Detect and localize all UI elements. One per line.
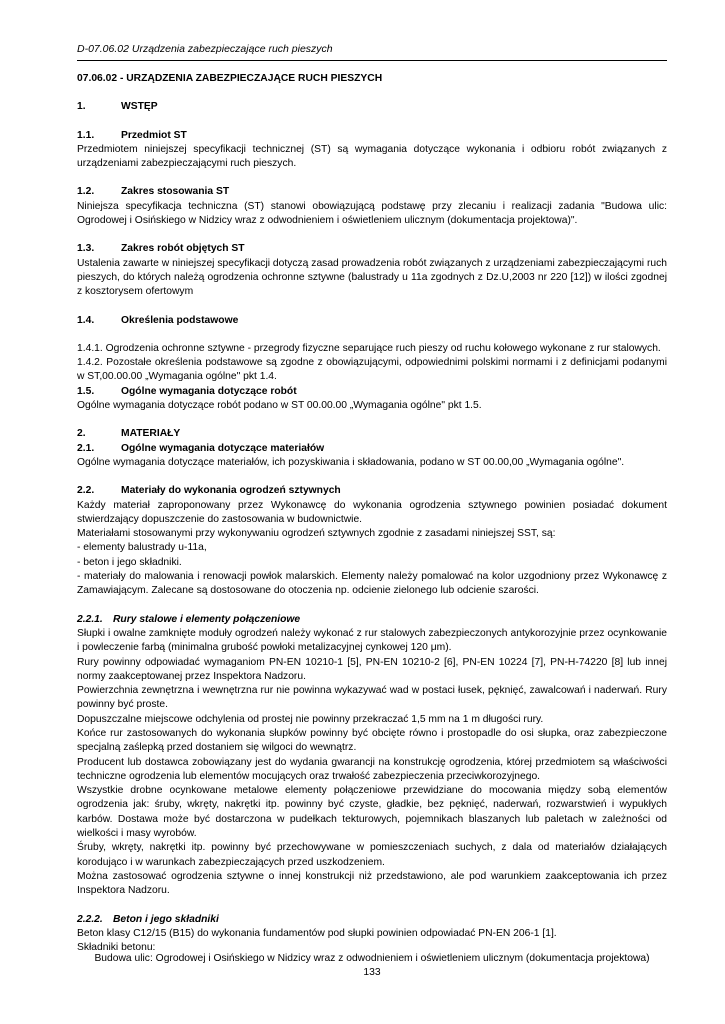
- list-item: - elementy balustrady u-11a,: [77, 542, 207, 554]
- paragraph: 1.4.1. Ogrodzenia ochronne sztywne - przegrody fizyczne separujące ruch pieszy od ruchu kołowego wykonane z rur stalowych.: [77, 342, 661, 354]
- section-title: Zakres robót objętych ST: [121, 243, 245, 255]
- section-number: 1.: [77, 101, 86, 113]
- section-title: Materiały do wykonania ogrodzeń sztywnych: [121, 485, 341, 497]
- section-number: 2.2.: [77, 485, 95, 497]
- section-heading-2-1: [77, 442, 667, 456]
- footer-project: Budowa ulic: Ogrodowej i Osińskiego w Nidzicy wraz z odwodnieniem i oświetleniem ulicznym (dokumentacja projektowa): [94, 953, 650, 964]
- section-title: Ogólne wymagania dotyczące robót: [121, 385, 297, 397]
- section-number: 1.5.: [77, 385, 95, 397]
- running-header: D-07.06.02 Urządzenia zabezpieczające ruch pieszych: [77, 43, 333, 55]
- section-heading-2: [77, 427, 667, 441]
- document-title: 07.06.02 - URZĄDZENIA ZABEZPIECZAJĄCE RUCH PIESZYCH: [77, 73, 383, 84]
- paragraph: Rury powinny odpowiadać wymaganiom PN-EN 10210-1 [5], PN-EN 10210-2 [6], PN-EN 10224 [7], PN-H-74220 [8] lub innej normy zaakceptowanej przez Inspektora Nadzoru.: [77, 656, 667, 682]
- section-number: 1.4.: [77, 314, 95, 326]
- section-number: 1.1.: [77, 129, 95, 141]
- paragraph: Wszystkie drobne ocynkowane metalowe elementy połączeniowe przewidziane do mocowania między sobą elementów ogrodzenia jak: śruby, wkręty, nakrętki itp. powinny być czyste, gładkie, bez pęknięć, naderwań, rozwarstwień i wypukłych karbów. Dostawa może być dostarczona w pudełkach tekturowych, pojemnikach blaszanych lub paletach w zależności od wielkości i masy wyrobów.: [77, 785, 667, 840]
- section-heading-1-1: [77, 129, 667, 143]
- paragraph: Ogólne wymagania dotyczące robót podano w ST 00.00.00 „Wymagania ogólne" pkt 1.5.: [77, 400, 482, 412]
- paragraph: Niniejsza specyfikacja techniczna (ST) stanowi obowiązującą podstawę przy zlecaniu i realizacji zadania "Budowa ulic: Ogrodowej i Osińskiego w Nidzicy wraz z odwodnieniem i oświetleniem ulicznym (dokumentacja projektowa)".: [77, 200, 667, 227]
- paragraph: Materiałami stosowanymi przy wykonywaniu ogrodzeń sztywnych zgodnie z zasadami niniejszej SST, są:: [77, 528, 556, 540]
- section-number: 1.2.: [77, 186, 95, 198]
- section-number: 2.2.1.: [77, 613, 103, 625]
- paragraph: Śruby, wkręty, nakrętki itp. powinny być przechowywane w pomieszczeniach suchych, z dala od materiałów działających korodująco i w warunkach zabezpieczających przed uszkodzeniem.: [77, 842, 667, 868]
- section-heading-1-4: [77, 314, 667, 328]
- section-title: Przedmiot ST: [121, 129, 187, 141]
- paragraph: Słupki i owalne zamknięte moduły ogrodzeń należy wykonać z rur stalowych zabezpieczonych antykorozyjnie przez ocynkowanie i powleczenie farbą (minimalna grubość powłoki metalizacyjnej cynkowej 120 μm).: [77, 627, 667, 654]
- paragraph: Beton klasy C12/15 (B15) do wykonania fundamentów pod słupki powinien odpowiadać PN-EN 206-1 [1].: [77, 927, 557, 939]
- subsection-heading-2-2-2: [77, 913, 667, 927]
- paragraph: Każdy materiał zaproponowany przez Wykonawcę do wykonania ogrodzenia sztywnego powinien posiadać dokument stwierdzający dopuszczenie do zastosowania w budownictwie.: [77, 499, 667, 525]
- section-title: WSTĘP: [121, 101, 158, 113]
- page-footer: [77, 952, 667, 980]
- paragraph: Dopuszczalne miejscowe odchylenia od prostej nie powinny przekraczać 1,5 mm na 1 m długości rury.: [77, 713, 544, 725]
- section-heading-1-3: [77, 242, 667, 256]
- paragraph: Końce rur zastosowanych do wykonania słupków powinny być obcięte równo i prostopadle do osi słupka, oraz zabezpieczone specjalną zaślepką przed dostaniem się wilgoci do wewnątrz.: [77, 727, 667, 754]
- section-number: 2.: [77, 428, 86, 440]
- header-divider: [77, 60, 667, 61]
- paragraph: 1.4.2. Pozostałe określenia podstawowe są zgodne z obowiązującymi, odpowiednimi polskimi normami i z definicjami podanymi w ST,00.00.00 „Wymagania ogólne" pkt 1.4.: [77, 357, 667, 383]
- section-title: MATERIAŁY: [121, 428, 181, 440]
- section-title: Określenia podstawowe: [121, 314, 239, 326]
- section-title: Ogólne wymagania dotyczące materiałów: [121, 442, 325, 454]
- section-number: 2.2.2.: [77, 913, 103, 925]
- subsection-heading-2-2-1: [77, 613, 667, 627]
- paragraph: Powierzchnia zewnętrzna i wewnętrzna rur nie powinna wykazywać wad w postaci łusek, pęknięć, zawalcowań i naderwań. Rury powinny być proste.: [77, 685, 667, 711]
- paragraph: Przedmiotem niniejszej specyfikacji technicznej (ST) są wymagania dotyczące wykonania i odbioru robót związanych z urządzeniami zabezpieczającymi ruch pieszych.: [77, 143, 667, 170]
- paragraph: Ustalenia zawarte w niniejszej specyfikacji dotyczą zasad prowadzenia robót związanych z urządzeniami zabezpieczającymi ruch pieszych, do których należą ogrodzenia ochronne sztywne (balustrady u 11a zgodnych z Dz.U,2003 nr 220 [12]) w ilości zgodnej z kosztorysem ofertowym: [77, 257, 667, 298]
- section-heading-1: [77, 100, 667, 114]
- list-item: - materiały do malowania i renowacji powłok malarskich. Elementy należy pomalować na kolor uzgodniony przez Wykonawcę z Zamawiającym. Zalecane są dostosowane do otoczenia np. odcienie zielonego lub odcienie szarości.: [77, 571, 667, 597]
- paragraph: Można zastosować ogrodzenia sztywne o innej konstrukcji niż przedstawiono, ale pod warunkiem zaakceptowania ich przez Inspektora Nadzoru.: [77, 870, 667, 897]
- section-title: Rury stalowe i elementy połączeniowe: [113, 613, 301, 625]
- section-number: 1.3.: [77, 243, 95, 255]
- paragraph: Ogólne wymagania dotyczące materiałów, ich pozyskiwania i składowania, podano w ST 00.00,00 „Wymagania ogólne".: [77, 456, 625, 468]
- paragraph: Producent lub dostawca zobowiązany jest do wydania gwarancji na konstrukcję ogrodzenia, której przedmiotem są właściwości techniczne ogrodzenia lub elementów mocujących oraz trwałość zabezpieczenia przeciwkorozyjnego.: [77, 756, 667, 782]
- section-heading-1-2: [77, 185, 667, 199]
- section-heading-1-5: [77, 385, 667, 399]
- section-title: Beton i jego składniki: [113, 913, 219, 925]
- paragraph: Składniki betonu:: [77, 942, 156, 954]
- page-number: 133: [363, 967, 381, 978]
- section-heading-2-2: [77, 484, 667, 498]
- section-number: 2.1.: [77, 442, 95, 454]
- section-title: Zakres stosowania ST: [121, 186, 230, 198]
- list-item: - beton i jego składniki.: [77, 556, 182, 568]
- document-body: [77, 72, 667, 955]
